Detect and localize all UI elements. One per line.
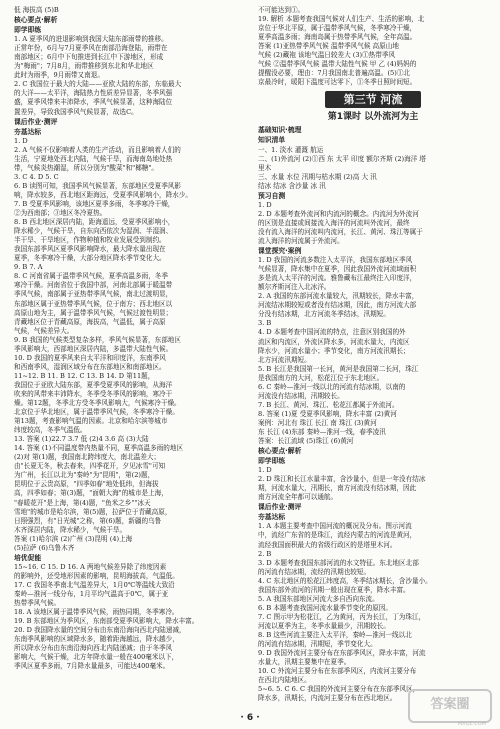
- answer-line: 气候 ②温带季风气候 温带大陆性气候 甲 乙 (4)妈妈的: [258, 60, 417, 69]
- answer-line: 答案 (1)亚热带季风气候 温带季风气候 高原山地: [258, 42, 399, 51]
- answer-line: 吹来的风带来丰沛降水，冬季受冬季风的影响，寒冷干: [14, 389, 173, 398]
- answer-line: 降水稀少，气候干旱，自东向西依次为湿润、半湿润、: [14, 227, 173, 236]
- answer-line: 里木: [258, 163, 272, 172]
- answer-line: 降水少，河流水量小；季节变化，南方河流汛期长；: [258, 346, 410, 355]
- answer-line: 季风影响大，西部地区深居内陆，多温带大陆性气候。: [14, 344, 173, 353]
- answer-line: 影响大，气候干燥，北方年降水量一般在400毫米以下，: [14, 653, 179, 662]
- answer-line: 1. A 夏季风的进退影响到我国大陆东部雨带的推移。: [14, 35, 168, 44]
- answer-line: 3. D 本题考查我国东部河流的水文特征。东北地区北部: [258, 558, 419, 567]
- answer-line: 北京位于华北地区，属于温带季风气候，冬季寒冷干燥。: [14, 408, 179, 417]
- answer-line: 5~6. 5. C 6. C 我国的外流河主要分布在东部季风区，: [258, 685, 420, 694]
- answer-line: 8. 答案 (1)夏 受夏季风影响，降水丰富 (2)黄河: [258, 409, 397, 418]
- answer-line: 15~16. C 15. D 16. A 两地气候差异除了纬度因素: [14, 562, 167, 571]
- answer-line: 季风区夏季多雨，7月降水量最多，可能达400毫米。: [14, 662, 170, 671]
- answer-line: 夏季高温多雨；海南岛属于热带季风气候，全年高温。: [258, 33, 417, 42]
- right-column-bottom: [258, 126, 488, 703]
- answer-line: 6. B 本题考查我国河流水量季节变化的原因。: [258, 603, 393, 612]
- answer-line: 流经我国面积最大的省级行政区的是塔里木河。: [258, 540, 397, 549]
- answer-line: 19. B 东部地区为季风区，东南部受夏季风影响大，降水丰富。: [14, 617, 199, 626]
- page-number: · 6 ·: [240, 713, 260, 723]
- answer-line: 生活，宁夏地处西北内陆，气候干旱，而海南岛地处热: [14, 154, 173, 163]
- answer-line: 雪地"的城市是哈尔滨，第(5)题，拉萨位于青藏高原，: [14, 507, 172, 516]
- answer-line: 案例：河北有 珠江 长江 南 珠江 (3)黄河: [258, 418, 377, 427]
- answer-line: 京位于华北平原，属于温带季风气候，冬季寒冷干燥，: [258, 24, 417, 33]
- lesson-subtitle: 第1课时 以外流河为主: [327, 112, 419, 123]
- answer-line: 河流没有结冰期，汛期较长。: [258, 391, 344, 400]
- answer-line: 2. A 我国的东部河流水量较大，汛期较长，降水丰富，: [258, 292, 419, 301]
- answer-line: "春暖花开"是上海，第(4)题，"鱼米之乡""冰天: [14, 498, 151, 507]
- answer-line: 东部地区属于亚热带季风气候，位于南方；西北地区以: [14, 299, 173, 308]
- answer-line: 季风气候，南部属于亚热带季风气候，南北过渡明显，: [14, 290, 173, 299]
- answer-line: 多是流入太平洋的河流。雅鲁藏布江最终注入印度洋，: [258, 274, 417, 283]
- answer-line: 的河流有结冰期，流经的汛期也较短。: [258, 567, 371, 576]
- answer-line: 气候 (2)藏袍 该地气温日较差大 (3)①热带季风: [258, 51, 396, 60]
- answer-line: 17. C 我国冬季南北气温差异大，1月0℃等温线大致沿: [14, 580, 175, 589]
- answer-line: 期，河流水量大，汛期长，南方河流没有结冰期，因此: [258, 484, 417, 493]
- section-heading: 课堂探究·案例: [258, 247, 302, 256]
- section-heading: 夯基达标: [14, 127, 42, 136]
- section-heading: 即学即练: [258, 457, 286, 466]
- answer-line: 额尔齐斯河注入北冰洋。: [258, 283, 331, 292]
- answer-line: 我国东部季风区夏季风影响降水，最大降水量出现在: [14, 245, 166, 254]
- answer-line: 10. C 外流河主要分布在东部季风区，内流河主要分布: [258, 667, 417, 676]
- section-heading: 核心要点·解析: [258, 447, 302, 456]
- answer-line: 不可能达到①。: [258, 6, 305, 14]
- answer-line: 气候显著，降水集中在夏季，因此我国外流河流域面积: [258, 265, 417, 274]
- answer-line: 9. B 7. A: [14, 263, 43, 272]
- answer-line: 2. D 本题考查外流河和内流河的概念。内流河为外流河: [258, 209, 419, 218]
- answer-line: 2. B: [258, 549, 272, 558]
- answer-line: 13. 答案 (1)22.7 3.7 低 (2)4 3.6 高 (3)大陆: [14, 435, 149, 444]
- answer-line: 9. D 我国外流河主要分布在东部季风区，降水丰富，河流: [258, 649, 426, 658]
- answer-line: 1. D: [258, 200, 272, 209]
- section-heading: 课后作业·测评: [14, 117, 58, 126]
- watermark-url: MXQE.COM: [457, 721, 486, 727]
- answer-line: 答案：长江流域 (5)珠江 (6)黄河: [258, 437, 354, 446]
- answer-line: 的大洋——太平洋，海陆热力性质差异显著，冬季风强: [14, 89, 173, 98]
- answer-line: 没有流入海洋的河流叫内流河，长江、黄河、珠江等属于: [258, 227, 423, 236]
- answer-line: 2. A 气候不仅影响着人类的生产活动，而且影响着人们的: [14, 145, 181, 154]
- answer-line: 我国东部外流河的汛期一般出现在夏季，降水丰富。: [258, 585, 410, 594]
- answer-line: 一、1. 淡水 灌溉 航运: [258, 145, 324, 154]
- answer-line: 由"长夏无冬，秋去春来，四季花开，夕见冰雪"可知: [14, 462, 166, 471]
- left-column: [14, 6, 246, 671]
- answer-line: 5. A 我国东部地区河流大多自西向东流。: [258, 594, 379, 603]
- answer-line: 1. D: [14, 136, 28, 145]
- answer-line: 提醒没必要，理由：7月我国南北普遍高温。(5)①北: [258, 69, 411, 78]
- answer-line: 北方河流汛期短。: [258, 355, 311, 364]
- answer-line: 响，降水较多，西北地区距海远，受夏季风影响小，降水少。: [14, 190, 193, 199]
- answer-line: 答案 (1)哈尔滨 (2)广州 (3)昆明 (4)上海: [14, 534, 133, 543]
- watermark-logo: 答案圈: [408, 689, 492, 723]
- answer-line: 京最冷时，暖阳下温度可达零下，①冬季日照时间短。: [258, 78, 417, 87]
- answer-line: 6. C 秦岭—淮河一线以北的河流有结冰期，以南的: [258, 382, 406, 391]
- section-heading: 夯基达标: [258, 513, 286, 522]
- answer-line: 3. B: [258, 319, 272, 328]
- answer-line: 9. B 我国的气候类型复杂多样，季风气候显著，东部地区: [14, 335, 181, 344]
- answer-line: 中，流经广东省的是珠江，流经内蒙古的河流是黄河，: [258, 531, 417, 540]
- answer-line: 是我国南方的大河，松花江位于东北地区。: [258, 373, 384, 382]
- answer-line: 4. D 本题考查中国河流的特点，注意区别我国的外: [258, 328, 406, 337]
- answer-line: 半干旱、干旱地区，作物种植和牧业发展受到制约。: [14, 236, 166, 245]
- answer-line: 低 海拔高 (5)B: [14, 6, 59, 14]
- section-heading: 预习自测: [258, 191, 286, 200]
- answer-line: 为"梅雨"；7月8月，雨带推移到东北和华北地区: [14, 62, 154, 71]
- answer-line: 第13题，考查影响气温的因素。北京和哈尔滨等城市: [14, 417, 168, 426]
- answer-line: 我国位于亚欧大陆东部，夏季受夏季风的影响，从海洋: [14, 380, 173, 389]
- answer-line: 寒冷干燥。河南省位于我国中部，河南北部属于暖温带: [14, 281, 173, 290]
- section-heading: 即学即练: [14, 26, 42, 35]
- answer-line: 青藏地区位于青藏高原，海拔高，气温低，属于高原: [14, 317, 166, 326]
- section-heading: 知识清单: [258, 136, 286, 145]
- answer-line: ②为西南部；③地区冬冷夏热。: [14, 209, 107, 218]
- answer-line: 1. D 我国的河流多数注入太平洋，我国东部地区季风: [258, 256, 413, 265]
- answer-line: 19. 解析 本题考查我国气候对人们生产、生活的影响，北: [258, 15, 425, 24]
- answer-line: 1. A 本题主要考查中国河流的概况及分布。图示河流: [258, 522, 412, 531]
- answer-line: 3. C 4. D 5. C: [14, 172, 59, 181]
- answer-line: 二、(1)外流河 (2)①西 东 太平 印度 额尔齐斯 (2)海洋 塔: [258, 154, 426, 163]
- answer-line: 南部地区；6月中下旬推进到长江中下游地区，形成: [14, 53, 164, 62]
- answer-line: 和西南季风，湿润区域分布在东部地区和南部地区。: [14, 362, 166, 371]
- answer-line: (5)拉萨 (6)乌鲁木齐: [14, 543, 75, 552]
- answer-line: 为广州，长江以北为"秦岭"为"昆明"，第(2)题，: [14, 471, 155, 480]
- answer-line: 1. D: [258, 466, 272, 475]
- answer-line: 东南季风影响的区域降水多，随着距海越远，降水越少，: [14, 635, 179, 644]
- answer-line: 7. C 图示甲为松花江，乙为黄河，丙为长江，丁为珠江，: [258, 612, 426, 621]
- answer-line: (2)对 第(1)题，我国南北跨纬度大，南北温差大；: [14, 453, 161, 462]
- answer-line: 2. D 珠江和长江水量丰富，含沙量小，但是一年没有结冰: [258, 475, 426, 484]
- answer-line: 盛，夏季风带来丰沛降水，季风气候显著，这种海陆位: [14, 98, 173, 107]
- answer-line: 三、水量 水位 汛期与枯水期 (2)高 大 汛: [258, 172, 377, 181]
- section-heading: 核心要点·解析: [14, 16, 58, 25]
- answer-line: 热带季风气候。: [14, 599, 61, 608]
- answer-line: 夏季，冬季寒冷干燥，大部分地区降水季节变化大。: [14, 254, 166, 263]
- answer-line: 南方河流全年都可以通航。: [258, 493, 338, 502]
- answer-line: 气候，气候差异大。: [14, 326, 74, 335]
- answer-line: 5. B 长江是我国第一长河，黄河是我国第二长河，珠江: [258, 364, 419, 373]
- answer-line: 结冰 结冰 含沙量 冰 汛: [258, 181, 326, 190]
- answer-line: 的河流有结冰期，汛期短，季节变化大。: [258, 640, 377, 649]
- section-banner: 第三节 河流: [325, 91, 421, 108]
- answer-line: 置差异，导致我国季风气候显著，故选C。: [14, 107, 138, 116]
- answer-line: 河流结冰期较短或者没有结冰期，因此，南方河流大部: [258, 301, 417, 310]
- answer-line: 东 长江 (4)东部 秦岭—淮河一线，春季凌汛: [258, 427, 386, 436]
- answer-line: 秦岭—淮河一线分布，1月平均气温高于0℃，属于亚: [14, 590, 169, 598]
- answer-line: 降水多，汛期长，内流河主要分布在西北地区。: [258, 694, 397, 703]
- answer-line: 的区别是直接或间接流入海洋的河流叫外流河，最终: [258, 218, 410, 227]
- section-heading: 基础知识·梳理: [258, 126, 302, 135]
- answer-line: 8. B 这些河流主要注入太平洋，秦岭—淮河一线以北: [258, 631, 412, 639]
- answer-line: 此时为雨季，9月雨带又南退。: [14, 71, 104, 80]
- answer-line: 20. D 我国降水量的空间分布由东南沿海向西北内陆递减，: [14, 626, 186, 635]
- answer-line: 14. 答案 (1)不同温度带内热量不同，夏季高温多雨的地区: [14, 444, 184, 453]
- answer-line: 燥。第12题，冬季北方受冬季风影响大，气候寒冷干燥。: [14, 399, 181, 408]
- answer-line: 的影响外，还受地形因素的影响，昆明海拔高，气温低。: [14, 571, 179, 580]
- answer-line: 8. C 河南省属于温带季风气候，夏季高温多雨，冬季: [14, 272, 168, 281]
- answer-line: 6. B 读图可知，我国季风气候显著，东部地区受夏季风影: [14, 181, 181, 190]
- answer-line: 4. C 东北地区的松花江纬度高，冬季结冰期长，含沙量小。: [258, 576, 432, 585]
- answer-line: 正常年份，6月与7月夏季风在南部沿海登陆，雨带在: [14, 44, 168, 53]
- answer-line: 7. B 长江、黄河、珠江、松花江都属于外流河。: [258, 400, 399, 409]
- answer-line: 日照强烈，有"日光城"之称，第(6)题，新疆的乌鲁: [14, 516, 162, 525]
- answer-line: 7. B 受夏季风影响，该地区夏季多雨，冬季寒冷干燥，: [14, 199, 175, 208]
- answer-line: 10. D 我国的夏季风来自太平洋和印度洋，东南季风: [14, 353, 166, 362]
- answer-line: 流区和内流区，外流区降水多，河流水量大，内流区: [258, 337, 410, 346]
- answer-line: 8. B 西北地区深居内陆，距海遥远，受夏季风影响小，: [14, 218, 175, 227]
- answer-line: 18. A 该地区属于温带季风气候，雨热同期，冬季寒冷。: [14, 608, 179, 617]
- answer-line: 流入海洋的河流属于外流河。: [258, 236, 344, 245]
- answer-line: 所以降水分布由东南沿海向西北内陆递减；由于冬季风: [14, 644, 173, 653]
- answer-line: 高原山地为主，属于温带季风气候，气候过渡性明显；: [14, 308, 173, 317]
- right-column-top: [258, 6, 488, 87]
- answer-line: 纬度较高，冬季气温低。: [14, 426, 87, 435]
- answer-line: 带，气候炎热潮湿，所以分别为"酸菜"和"椰糖"。: [14, 163, 159, 172]
- answer-line: 11~12. B 11. B 12. C 13. B 14. D 第11题，: [14, 371, 155, 380]
- answer-line: 水量大，汛期主要集中在夏季。: [258, 658, 351, 667]
- answer-line: 分没有结冰期，北方河流冬季结冰，汛期短。: [258, 310, 390, 319]
- answer-line: 河流以夏季为主，冬季水量最少，汛期较长。: [258, 621, 390, 630]
- answer-line: 昆明位于云贵高原，"四季如春"地处低纬，但海拔: [14, 480, 159, 489]
- answer-line: 2. C 我国位于最大的大陆——亚欧大陆的东部，东临最大: [14, 80, 182, 89]
- section-heading: 培优促能: [14, 553, 42, 562]
- answer-line: 在西北内陆地区。: [258, 676, 311, 685]
- section-heading: 课后作业·测评: [258, 503, 302, 512]
- answer-line: 木齐深居内陆，降水稀少，气候干旱。: [14, 525, 127, 534]
- answer-line: 高，四季如春；第(3)题，"面朝大海"的城市是上海，: [14, 489, 168, 498]
- right-column: [258, 6, 488, 703]
